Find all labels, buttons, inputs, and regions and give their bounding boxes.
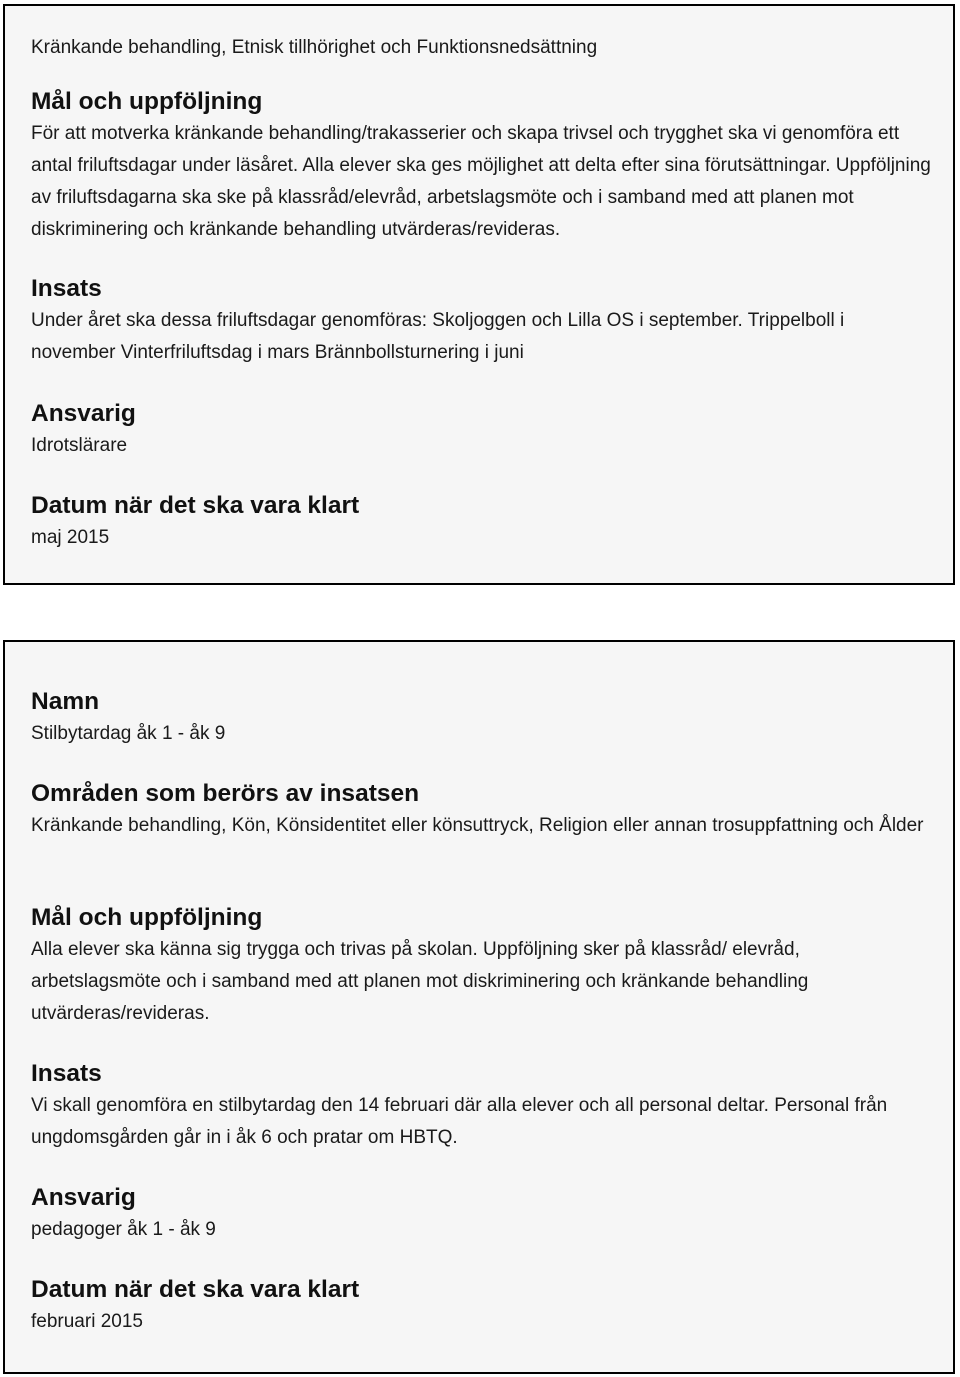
areas-heading: Områden som berörs av insatsen [31, 780, 420, 807]
responsible-heading: Ansvarig [31, 400, 136, 427]
name-section [31, 686, 933, 750]
date-text: maj 2015 [31, 527, 110, 548]
effort-heading: Insats [31, 1060, 102, 1087]
effort-heading: Insats [31, 275, 102, 302]
goal-section [31, 86, 933, 246]
name-heading: Namn [31, 688, 100, 715]
responsible-section [31, 1182, 933, 1246]
responsible-heading: Ansvarig [31, 1184, 136, 1211]
areas-text [31, 32, 933, 64]
date-text: februari 2015 [31, 1311, 143, 1332]
date-heading: Datum när det ska vara klart [31, 492, 360, 519]
goal-heading: Mål och uppföljning [31, 88, 263, 115]
date-section [31, 1274, 933, 1338]
date-heading: Datum när det ska vara klart [31, 1276, 360, 1303]
areas-text: Kränkande behandling, Kön, Könsidentitet eller könsuttryck, Religion eller annan trosuppfattning och Ålder [31, 815, 924, 836]
areas-section [31, 778, 933, 842]
effort-section [31, 273, 933, 369]
effort-section [31, 1058, 933, 1154]
goal-heading: Mål och uppföljning [31, 904, 263, 931]
responsible-text: Idrotslärare [31, 435, 128, 456]
effort-text: Under året ska dessa friluftsdagar genomföras: Skoljoggen och Lilla OS i september. Trippelboll i november Vinterfriluftsdag i mars Brännbollsturnering i juni [31, 310, 845, 363]
effort-text: Vi skall genomföra en stilbytardag den 14 februari där alla elever och all personal deltar. Personal från ungdomsgården går in i åk 6 och pratar om HBTQ. [31, 1095, 888, 1148]
areas-value: Kränkande behandling, Etnisk tillhörighet och Funktionsnedsättning [31, 37, 598, 58]
goal-text: För att motverka kränkande behandling/trakasserier och skapa trivsel och trygghet ska vi genomföra ett antal friluftsdagar under läsåret. Alla elever ska ges möjlighet att delta efter sina förutsättningar. Uppföljning av friluftsdagarna ska ske på klassråd/elevråd, arbetslagsmöte och i samband med att planen mot diskriminering och kränkande behandling utvärderas/revideras. [31, 123, 931, 240]
goal-text: Alla elever ska känna sig trygga och trivas på skolan. Uppföljning sker på klassråd/ elevråd, arbetslagsmöte och i samband med att planen mot diskriminering och kränkande behandling utvärderas/revideras. [31, 939, 809, 1024]
goal-section [31, 902, 933, 1030]
responsible-text: pedagoger åk 1 - åk 9 [31, 1219, 216, 1240]
date-section [31, 490, 933, 554]
name-text: Stilbytardag åk 1 - åk 9 [31, 723, 226, 744]
action-plan-card-1 [3, 4, 955, 585]
action-plan-card-2 [3, 640, 955, 1374]
responsible-section [31, 398, 933, 462]
